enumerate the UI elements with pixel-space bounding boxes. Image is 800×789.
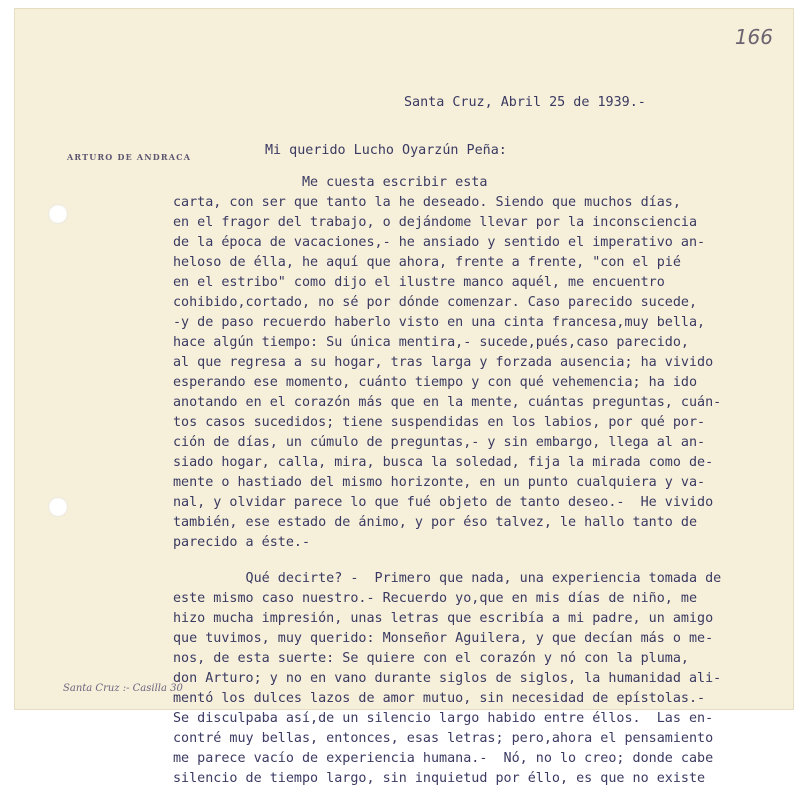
footer-address: Santa Cruz :- Casilla 30 [63, 683, 183, 694]
punch-hole-top [48, 204, 68, 224]
text-line: también, ese estado de ánimo, y por éso talvez, le hallo tanto de [173, 515, 698, 530]
text-line: anotando en el corazón más que en la mente, cuántas preguntas, cuán- [173, 395, 722, 410]
text-line: esperando ese momento, cuánto tiempo y con qué vehemencia; ha ido [173, 375, 698, 390]
text-line: tos casos sucedidos; tiene suspendidas en los labios, por qué por- [173, 415, 706, 430]
text-line: siado hogar, calla, mira, busca la soledad, fija la mirada como de- [173, 455, 714, 470]
letter-page [14, 8, 794, 786]
text-line: parecido a éste.- [173, 535, 311, 550]
text-line: de la época de vacaciones,- he ansiado y sentido el imperativo an- [173, 235, 706, 250]
letterhead: ARTURO DE ANDRACA [67, 152, 192, 162]
date-line: Santa Cruz, Abril 25 de 1939.- [404, 95, 646, 110]
punch-hole-bottom [48, 497, 68, 517]
text-line: -y de paso recuerdo haberlo visto en una cinta francesa,muy bella, [173, 315, 706, 330]
text-line: nal, y olvidar parece lo que fué objeto de tanto deseo.- He vivido [173, 495, 714, 510]
text-line: cohibido,cortado, no sé por dónde comenzar. Caso parecido sucede, [173, 295, 698, 310]
paragraph-1 [173, 173, 793, 553]
text-line: hace algún tiempo: Su única mentira,- sucede,pués,caso parecido, [173, 335, 689, 350]
text-line: al que regresa a su hogar, tras larga y forzada ausencia; ha vivido [173, 355, 714, 370]
text-line: ción de días, un cúmulo de preguntas,- y sin embargo, llega al an- [173, 435, 706, 450]
salutation: Mi querido Lucho Oyarzún Peña: [265, 143, 507, 158]
text-line: heloso de élla, he aquí que ahora, frente a frente, "con el pié [173, 255, 681, 270]
text-line: Me cuesta escribir esta [173, 175, 488, 190]
text-line: carta, con ser que tanto la he deseado. Siendo que muchos días, [173, 195, 681, 210]
text-line: este mismo caso nuestro.- Recuerdo yo,que en mis días de niño, me [173, 591, 698, 606]
text-line: mente o hastiado del mismo horizonte, en un punto cualquiera y va- [173, 475, 706, 490]
text-line: en el fragor del trabajo, o dejándome llevar por la inconsciencia [173, 215, 698, 230]
text-line: mentó los dulces lazos de amor mutuo, sin necesidad de epístolas.- [173, 691, 706, 706]
letter-body [173, 173, 793, 789]
text-line: que tuvimos, muy querido: Monseñor Aguilera, y que decían más o me- [173, 631, 714, 646]
text-line: nos, de esta suerte: Se quiere con el corazón y nó con la pluma, [173, 651, 689, 666]
text-line: contré muy bellas, entonces, esas letras; pero,ahora el pensamiento [173, 731, 714, 746]
text-line: Se disculpaba así,de un silencio largo habido entre éllos. Las en- [173, 711, 714, 726]
text-line: don Arturo; y no en vano durante siglos de siglos, la humanidad ali- [173, 671, 722, 686]
text-line: me parece vacío de experiencia humana.- Nó, no lo creo; donde cabe [173, 751, 714, 766]
text-line: silencio de tiempo largo, sin inquietud por éllo, es que no existe [173, 771, 706, 786]
paragraph-2 [173, 569, 793, 789]
page-number: 166 [734, 25, 773, 49]
text-line: Qué decirte? - Primero que nada, una experiencia tomada de [173, 571, 722, 586]
text-line: en el estribo" como dijo el ilustre manco aquél, me encuentro [173, 275, 665, 290]
text-line: hizo mucha impresión, unas letras que escribía a mi padre, un amigo [173, 611, 714, 626]
